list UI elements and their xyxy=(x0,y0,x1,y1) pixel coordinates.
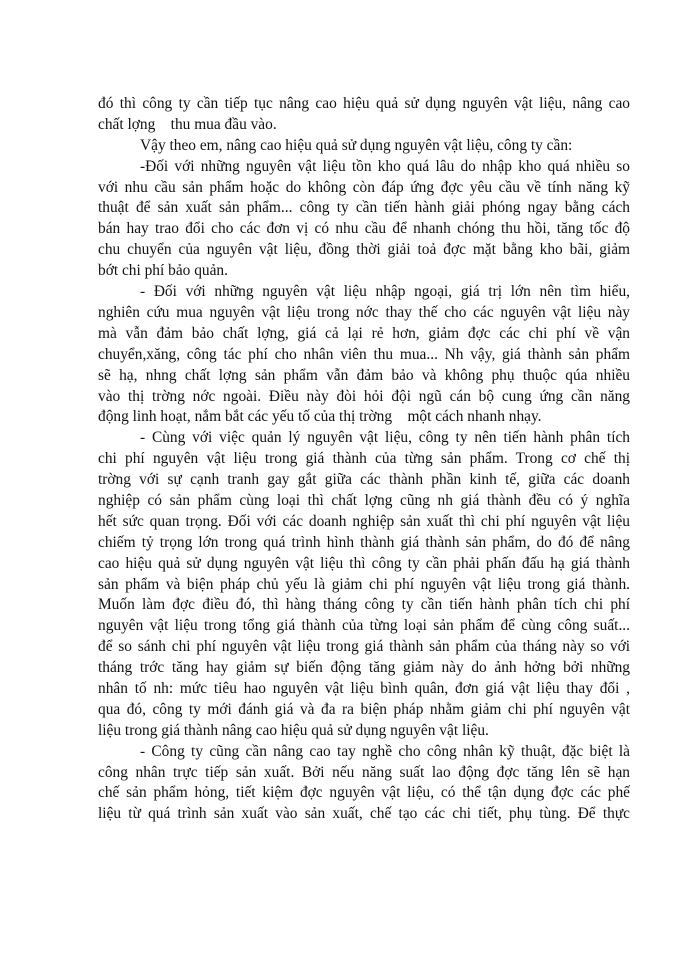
text-line: tháng trớc tăng hay giảm sự biến động tăng giảm này do ảnh hởng bởi những xyxy=(98,659,630,677)
text-line: động linh hoạt, nắm bắt các yếu tố của thị trờng một cách nhanh nhạy. xyxy=(98,408,542,426)
text-line: vào thị trờng nớc ngoài. Điều này đòi hỏi đội ngũ cán bộ cung ứng cần năng xyxy=(98,387,630,405)
text-line: - Cùng với việc quản lý nguyên vật liệu, công ty nên tiến hành phân tích xyxy=(140,429,630,447)
text-line: Muốn làm đợc điều đó, thì hàng tháng công ty cần tiến hành phân tích chi phí xyxy=(98,596,630,614)
text-line: trờng với sự cạnh tranh gay gắt giữa các thành phần kinh tế, giữa các doanh xyxy=(98,471,630,489)
text-line: thuật để sản xuất sản phẩm... công ty cần tiến hành giải phóng ngay bằng cách xyxy=(98,199,630,217)
text-line: cao hiệu quả sử dụng nguyên vật liệu thì công ty cần phải phấn đấu hạ giá thành xyxy=(98,554,630,572)
text-line: nghiên cứu mua nguyên vật liệu trong nớc thay thế cho các nguyên vật liệu này xyxy=(98,303,630,321)
text-line: - Đối với những nguyên vật liệu nhập ngoại, giá trị lớn nên tìm hiểu, xyxy=(140,283,630,301)
text-line: để so sánh chi phí nguyên vật liệu trong giá thành sản phẩm của tháng này so với xyxy=(98,638,630,656)
text-line: -Đối với những nguyên vật liệu tồn kho quá lâu do nhập kho quá nhiều so xyxy=(140,157,630,175)
text-line: chuyển,xăng, công tác phí cho nhân viên thu mua... Nh vậy, giá thành sản phẩm xyxy=(98,345,630,363)
text-line: nghiệp có sản phẩm cùng loại thì chất lợng cũng nh giá thành đều có ý nghĩa xyxy=(98,491,630,509)
text-line: bớt chi phí bảo quản. xyxy=(98,262,228,280)
text-line: nguyên vật liệu trong tổng giá thành của từng loại sản phẩm để cùng công suất... xyxy=(98,617,630,635)
text-line: mà vẫn đảm bảo chất lợng, giá cả lại rẻ hơn, giảm đợc các chi phí về vận xyxy=(98,324,630,342)
text-line: chất lợng thu mua đầu vào. xyxy=(98,115,277,133)
text-line: đó thì công ty cần tiếp tục nâng cao hiệu quả sử dụng nguyên vật liệu, nâng cao xyxy=(98,95,630,112)
document-page xyxy=(98,94,630,825)
text-line: nhân tố nh: mức tiêu hao nguyên vật liệu bình quân, đơn giá vật liệu thay đổi , xyxy=(98,680,630,697)
text-line: Vậy theo em, nâng cao hiệu quả sử dụng nguyên vật liệu, công ty cần: xyxy=(140,136,573,154)
text-line: bán hay trao đổi cho các đơn vị có nhu cầu để nhanh chóng thu hồi, tăng tốc độ xyxy=(98,220,630,238)
text-line: liệu từ quá trình sản xuất vào sản xuất, chế tạo các chi tiết, phụ tùng. Để thực xyxy=(98,805,630,823)
text-line: chi phí nguyên vật liệu trong giá thành của từng sản phẩm. Trong cơ chế thị xyxy=(98,450,630,468)
text-line: hết sức quan trọng. Đối với các doanh nghiệp sản xuất thì chi phí nguyên vật liệu xyxy=(98,512,630,530)
text-line: chu chuyển của nguyên vật liệu, đồng thời giải toả đợc mặt bằng kho bãi, giảm xyxy=(98,241,630,259)
text-line: chế sản phẩm hỏng, tiết kiệm đợc nguyên vật liệu, có thể tận dụng đợc các phế xyxy=(98,784,630,802)
text-line: - Công ty cũng cần nâng cao tay nghề cho công nhân kỹ thuật, đặc biệt là xyxy=(140,742,630,760)
text-line: công nhân trực tiếp sản xuất. Bởi nếu năng suất lao động đợc tăng lên sẽ hạn xyxy=(98,763,630,781)
text-line: chiếm tỷ trọng lớn trong quá trình hình thành giá thành sản phẩm, do đó để nâng xyxy=(98,533,630,551)
text-line: liệu trong giá thành nâng cao hiệu quả sử dụng nguyên vật liệu. xyxy=(98,721,489,739)
text-line: với nhu cầu sản phẩm hoặc do không còn đáp ứng đợc yêu cầu về tính năng kỹ xyxy=(98,178,630,196)
text-line: sẽ hạ, nhng chất lợng sản phẩm vẫn đảm bảo và không phụ thuộc qúa nhiều xyxy=(98,366,630,384)
text-line: sản phẩm và biện pháp chủ yếu là giảm chi phí nguyên vật liệu trong giá thành. xyxy=(98,575,630,593)
text-line: qua đó, công ty mới đánh giá và đa ra biện pháp nhằm giảm chi phí nguyên vật xyxy=(98,700,630,718)
